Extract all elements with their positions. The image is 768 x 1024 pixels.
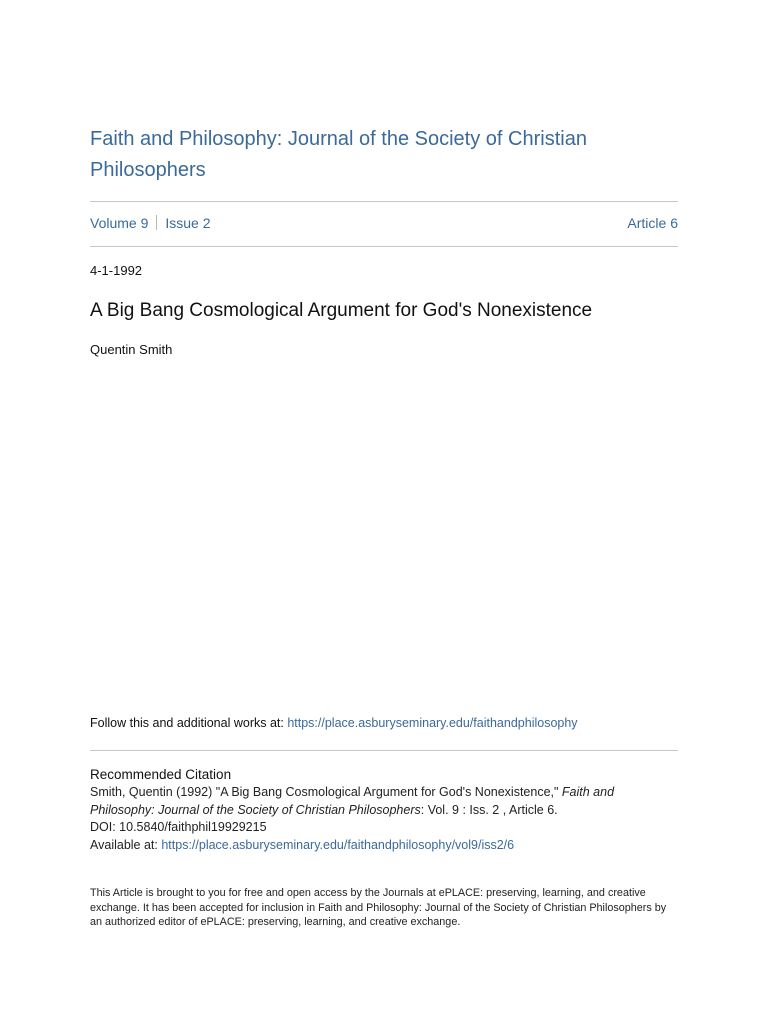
citation-doi: DOI: 10.5840/faithphil19929215: [90, 820, 267, 834]
journal-title-link[interactable]: [90, 124, 678, 186]
citation-journal: Faith and Philosophy: Journal of the Society of Christian Philosophers: [90, 785, 615, 817]
author-name: Quentin Smith: [90, 342, 173, 357]
issue-bar-left: [90, 213, 211, 233]
cover-page: [90, 0, 678, 1024]
follow-line: [90, 714, 678, 732]
issue-link[interactable]: Issue 2: [165, 215, 211, 231]
article-title: A Big Bang Cosmological Argument for God's Nonexistence: [90, 300, 593, 321]
volume-link[interactable]: Volume 9: [90, 215, 149, 231]
citation-suffix: : Vol. 9 : Iss. 2 , Article 6.: [420, 802, 558, 817]
citation-heading: Recommended Citation: [90, 767, 232, 782]
divider-middle: [90, 246, 678, 247]
issue-bar: [90, 213, 678, 233]
issue-bar-right: [627, 213, 678, 233]
publication-date: 4-1-1992: [90, 263, 143, 278]
journal-title-text[interactable]: Faith and Philosophy: Journal of the Society of Christian Philosophers: [90, 128, 587, 181]
available-url-link[interactable]: https://place.asburyseminary.edu/faithandphilosophy/vol9/iss2/6: [161, 837, 515, 852]
recommended-citation: [90, 766, 678, 854]
citation-prefix: Smith, Quentin (1992) "A Big Bang Cosmological Argument for God's Nonexistence,": [90, 785, 562, 799]
follow-url-link[interactable]: https://place.asburyseminary.edu/faithandphilosophy: [287, 716, 578, 730]
follow-text: Follow this and additional works at:: [90, 716, 288, 730]
issue-separator: [156, 215, 157, 230]
available-label: Available at:: [90, 837, 162, 852]
divider-citation: [90, 750, 678, 751]
access-notice: This Article is brought to you for free and open access by the Journals at ePLACE: preserving, learning, and creative exchange. It has been accepted for inclusion in Faith and Philosophy: Journal of the Society of Christian Philosophers by an authorized editor of ePLACE: preserving, learning, and creative exchange.: [90, 887, 667, 928]
article-number-link[interactable]: Article 6: [627, 215, 678, 231]
divider-top: [90, 201, 678, 202]
citation-body: [90, 784, 678, 854]
citation-available: [90, 837, 678, 855]
citation-reference: [90, 784, 678, 819]
